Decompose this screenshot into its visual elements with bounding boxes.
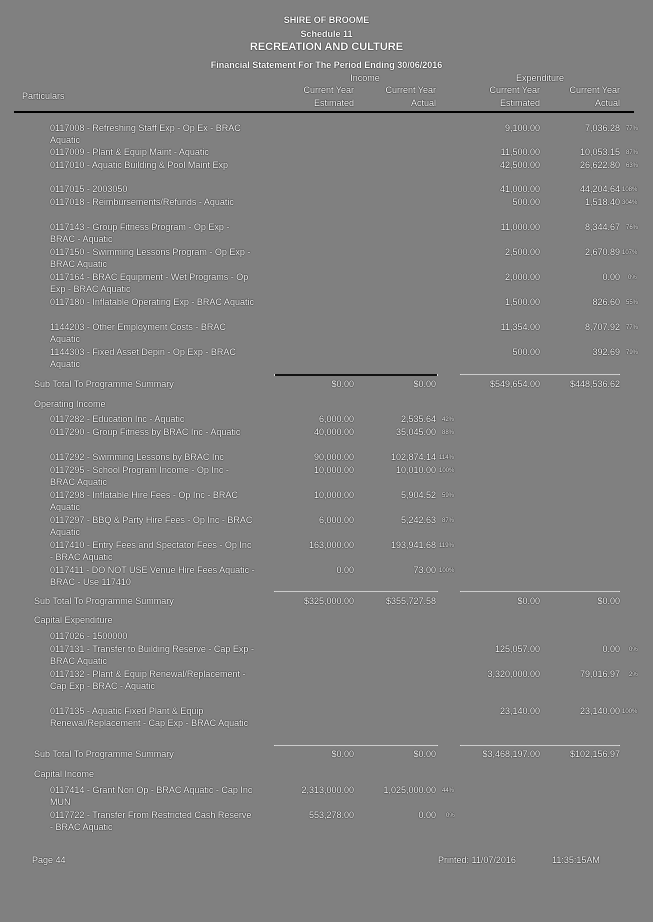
subtotal-inc-act: $355,727.58: [385, 596, 436, 606]
inc-est-header-2: Estimated: [313, 98, 354, 108]
subtotal-inc-est: $0.00: [331, 379, 354, 389]
subtotal-inc-act: $0.00: [413, 749, 436, 759]
inc-est: 90,000.00: [313, 452, 354, 462]
row-desc: 0117180 - Inflatable Operating Exp - BRAC Aquatic: [50, 297, 254, 307]
row-desc: 0117290 - Group Fitness by BRAC Inc - Aquatic: [50, 427, 241, 437]
subtotal-exp-act: $448,536.62: [569, 379, 620, 389]
subtotal-inc-est: $0.00: [331, 749, 354, 759]
inc-pct: 100%: [439, 568, 455, 574]
exp-pct: 108%: [622, 187, 638, 193]
inc-pct: 59%: [442, 493, 455, 499]
exp-act: 79,016.97: [579, 669, 620, 679]
group-heading: Capital Income: [34, 769, 95, 779]
row-desc: 0117135 - Aquatic Fixed Plant & Equip Renewal/Replacement - Cap Exp - BRAC Aquatic: [50, 706, 249, 728]
exp-act: 826.60: [592, 297, 620, 307]
expenditure-header: Expenditure: [515, 73, 565, 83]
exp-pct: 79%: [626, 350, 639, 356]
inc-act: 35,045.00: [395, 427, 436, 437]
exp-est: 2,500.00: [504, 247, 540, 257]
subtotal-rule-income: [274, 745, 438, 746]
inc-est: 40,000.00: [313, 427, 354, 437]
exp-act: 8,707.92: [584, 322, 620, 332]
inc-act: 193,941.68: [390, 540, 436, 550]
inc-act: 102,874.14: [390, 452, 436, 462]
exp-act: 7,036.28: [584, 123, 620, 133]
row-desc: 0117295 - School Program Income - Op Inc - BRAC Aquatic: [50, 465, 229, 487]
exp-est-header-1: Current Year: [489, 85, 540, 95]
printed-date: Printed: 11/07/2016: [438, 855, 516, 865]
exp-pct: 100%: [622, 709, 638, 715]
org-name: SHIRE OF BROOME: [283, 15, 370, 25]
row-desc: 0117132 - Plant & Equip Renewal/Replacement - Cap Exp - BRAC - Aquatic: [50, 669, 246, 691]
subtotal-rule-income: [274, 374, 438, 376]
subtotal-label: Sub Total To Programme Summary: [34, 379, 174, 389]
exp-est: 9,100.00: [504, 123, 540, 133]
row-desc: 0117008 - Refreshing Staff Exp - Op Ex - BRAC Aquatic: [50, 123, 241, 145]
exp-pct: 87%: [626, 150, 639, 156]
row-desc: 0117282 - Education Inc - Aquatic: [50, 414, 185, 424]
inc-pct: 88%: [442, 430, 455, 436]
inc-pct: 87%: [442, 518, 455, 524]
inc-pct: 42%: [442, 417, 455, 423]
row-desc: 0117131 - Transfer to Building Reserve - Cap Exp - BRAC Aquatic: [50, 644, 254, 666]
exp-est: 500.00: [512, 197, 540, 207]
subtotal-exp-est: $0.00: [517, 596, 540, 606]
exp-est: 2,000.00: [504, 272, 540, 282]
inc-act: 2,535.64: [400, 414, 436, 424]
exp-act: 1,518.40: [584, 197, 620, 207]
row-desc: 0117722 - Transfer From Restricted Cash Reserve - BRAC Aquatic: [50, 810, 252, 832]
exp-act: 0.00: [602, 644, 620, 654]
row-desc: 0117297 - BBQ & Party Hire Fees - Op Inc - BRAC Aquatic: [50, 515, 253, 537]
exp-pct: 76%: [626, 225, 639, 231]
inc-est: 6,000.00: [318, 515, 354, 525]
exp-act-header-2: Actual: [594, 98, 620, 108]
inc-act: 73.00: [413, 565, 436, 575]
exp-est: 42,500.00: [499, 160, 540, 170]
subtotal-rule-expenditure: [460, 745, 620, 746]
exp-est: 23,140.00: [499, 706, 540, 716]
exp-pct: 55%: [626, 300, 639, 306]
inc-est: 10,000.00: [313, 465, 354, 475]
exp-act: 44,204.64: [579, 184, 620, 194]
exp-est: 11,000.00: [500, 222, 540, 232]
inc-pct: 100%: [439, 468, 455, 474]
inc-act: 5,242.63: [400, 515, 436, 525]
particulars-header: Particulars: [22, 91, 65, 101]
exp-pct: 107%: [622, 250, 638, 256]
exp-pct: 77%: [626, 325, 639, 331]
exp-est: 41,000.00: [499, 184, 540, 194]
subtotal-exp-act: $0.00: [597, 596, 620, 606]
exp-act: 23,140.00: [579, 706, 620, 716]
exp-act-header-1: Current Year: [569, 85, 620, 95]
exp-est: 1,500.00: [504, 297, 540, 307]
row-desc: 0117018 - Reimbursements/Refunds - Aquatic: [50, 197, 234, 207]
exp-pct: 0%: [628, 275, 637, 281]
income-header: Income: [350, 73, 380, 83]
inc-est: 2,313,000.00: [301, 785, 354, 795]
row-desc: 0117164 - BRAC Equipment - Wet Programs - Op Exp - BRAC Aquatic: [50, 272, 249, 294]
section-title: RECREATION AND CULTURE: [249, 41, 404, 53]
exp-act: 2,670.89: [584, 247, 620, 257]
row-desc: 0117298 - Inflatable Hire Fees - Op Inc - BRAC Aquatic: [50, 490, 238, 512]
subtotal-inc-act: $0.00: [413, 379, 436, 389]
row-desc: 0117009 - Plant & Equip Maint - Aquatic: [50, 147, 209, 157]
subtotal-label: Sub Total To Programme Summary: [34, 749, 174, 759]
row-desc: 1144303 - Fixed Asset Depin - Op Exp - BRAC Aquatic: [50, 347, 236, 369]
page-number: Page 44: [32, 855, 66, 865]
row-desc: 0117411 - DO NOT USE Venue Hire Fees Aquatic - BRAC - Use 117410: [50, 565, 255, 587]
group-heading: Capital Expenditure: [34, 615, 113, 625]
inc-est: 163,000.00: [308, 540, 354, 550]
subtotal-rule-income: [274, 591, 438, 592]
inc-act-header-1: Current Year: [385, 85, 436, 95]
schedule-label: Schedule 11: [300, 29, 353, 39]
statement-title: Financial Statement For The Period Ending 30/06/2016: [210, 60, 443, 70]
row-desc: 0117292 - Swimming Lessons by BRAC Inc: [50, 452, 224, 462]
inc-est: 6,000.00: [318, 414, 354, 424]
subtotal-inc-est: $325,000.00: [303, 596, 354, 606]
exp-pct: 77%: [626, 126, 639, 132]
subtotal-exp-act: $102,156.97: [569, 749, 620, 759]
subtotal-exp-est: $3,468,197.00: [482, 749, 540, 759]
subtotal-label: Sub Total To Programme Summary: [34, 596, 174, 606]
inc-pct: 0%: [446, 813, 455, 819]
inc-act: 0.00: [418, 810, 436, 820]
exp-pct: 0%: [629, 647, 638, 653]
exp-est: 3,320,000.00: [487, 669, 540, 679]
inc-act-header-2: Actual: [410, 98, 436, 108]
row-desc: 0117010 - Aquatic Building & Pool Maint Exp: [50, 160, 228, 170]
row-desc: 0117410 - Entry Fees and Spectator Fees - Op Inc - BRAC Aquatic: [50, 540, 252, 562]
inc-est: 553,278.00: [308, 810, 354, 820]
row-desc: 0117015 - 2003050: [50, 184, 128, 194]
exp-est-header-2: Estimated: [499, 98, 540, 108]
exp-pct: 63%: [626, 163, 639, 169]
inc-est: 0.00: [336, 565, 354, 575]
inc-est: 10,000.00: [313, 490, 354, 500]
group-heading: Operating Income: [34, 399, 106, 409]
exp-est: 11,354.00: [500, 322, 540, 332]
exp-act: 392.69: [592, 347, 620, 357]
row-desc: 0117143 - Group Fitness Program - Op Exp - BRAC - Aquatic: [50, 222, 230, 244]
exp-act: 8,344.67: [584, 222, 620, 232]
row-desc: 0117026 - 1500000: [50, 631, 128, 641]
printed-time: 11:35:15AM: [552, 855, 600, 865]
inc-pct: 114%: [439, 455, 454, 461]
row-desc: 1144203 - Other Employment Costs - BRAC Aquatic: [50, 322, 226, 344]
exp-act: 10,053.15: [579, 147, 620, 157]
exp-est: 125,057.00: [494, 644, 540, 654]
inc-pct: 119%: [439, 543, 454, 549]
subtotal-rule-expenditure: [460, 374, 620, 375]
exp-est: 11,500.00: [500, 147, 540, 157]
exp-est: 500.00: [512, 347, 540, 357]
inc-act: 10,010.00: [395, 465, 436, 475]
row-desc: 0117414 - Grant Non Op - BRAC Aquatic - Cap Inc MUN: [50, 785, 253, 807]
subtotal-exp-est: $549,654.00: [489, 379, 540, 389]
inc-act: 5,904.52: [400, 490, 436, 500]
exp-pct: 2%: [629, 672, 638, 678]
inc-pct: 44%: [442, 788, 455, 794]
exp-act: 26,622.80: [579, 160, 620, 170]
inc-act: 1,025,000.00: [383, 785, 436, 795]
header-rule: [14, 111, 634, 113]
exp-act: 0.00: [602, 272, 620, 282]
inc-est-header-1: Current Year: [303, 85, 354, 95]
row-desc: 0117150 - Swimming Lessons Program - Op Exp - BRAC Aquatic: [50, 247, 251, 269]
subtotal-rule-expenditure: [460, 591, 620, 592]
exp-pct: 304%: [622, 200, 638, 206]
